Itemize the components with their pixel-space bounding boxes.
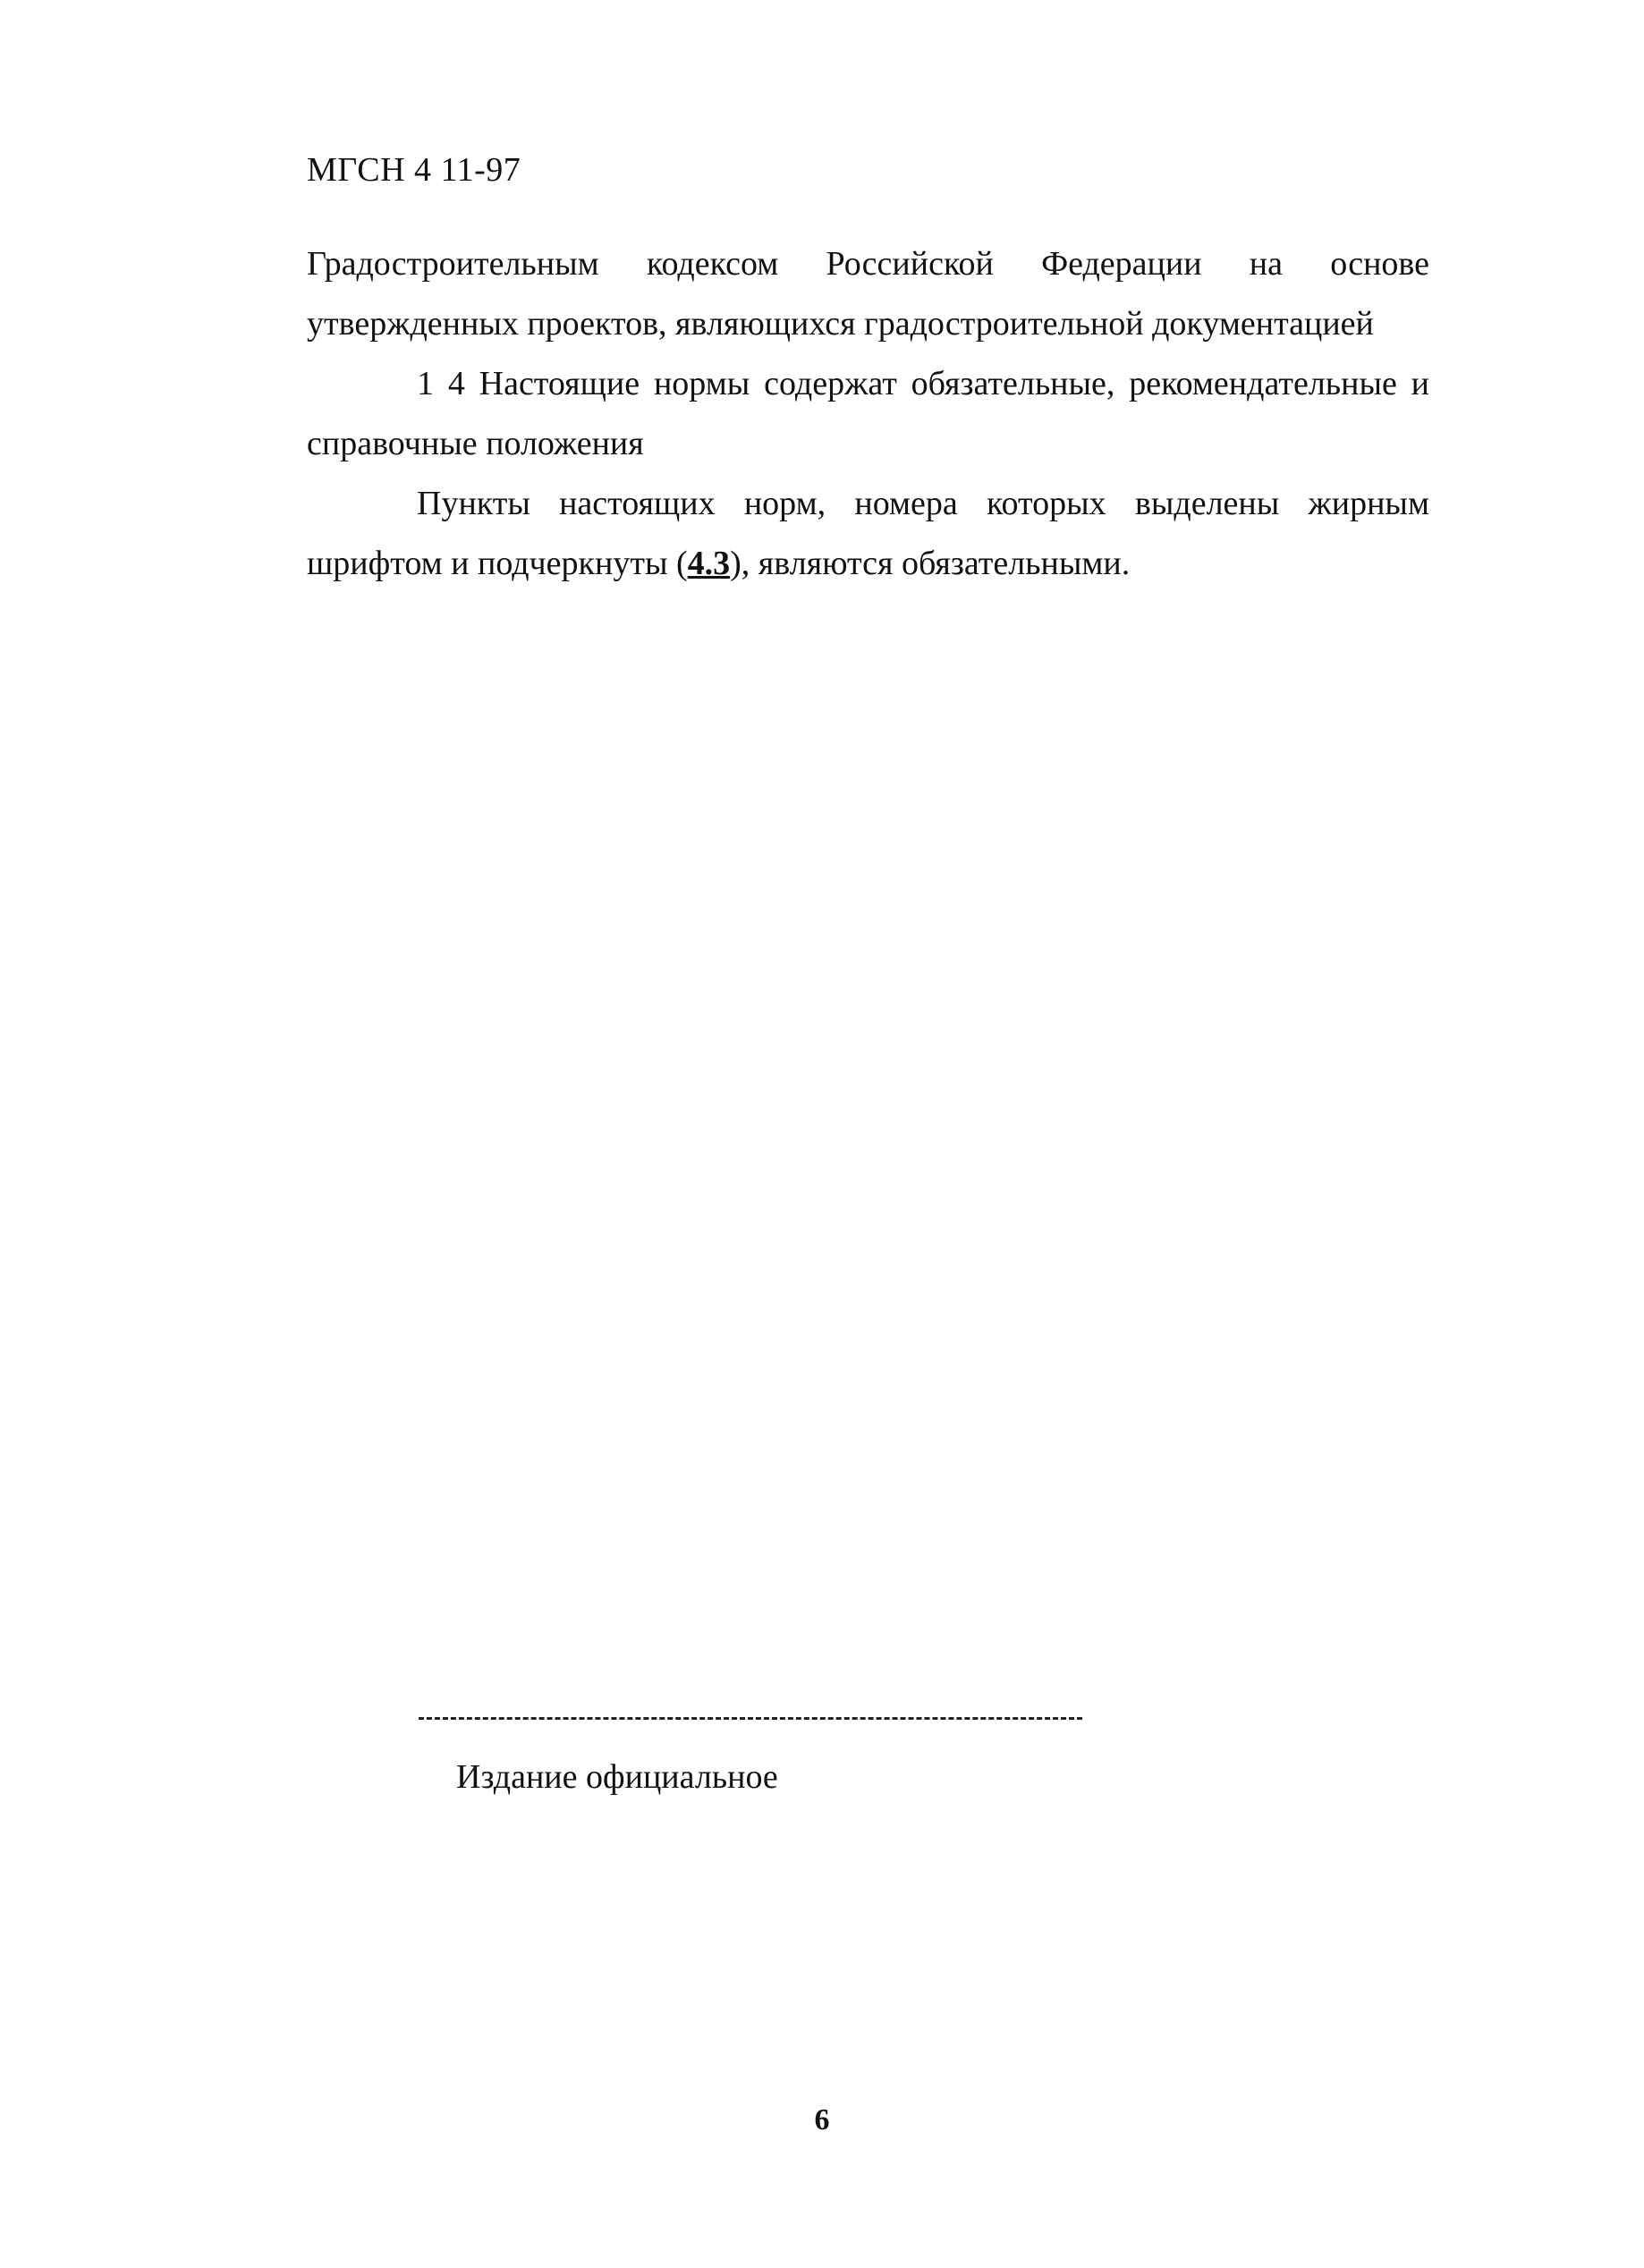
page-number: 6	[814, 2103, 830, 2137]
bold-underlined-clause-number: 4.3	[687, 545, 731, 582]
note-text-before: шрифтом и подчеркнуты (	[307, 545, 688, 582]
note-text-after: ), являются обязательными.	[730, 545, 1131, 582]
document-code: МГСН 4 11-97	[307, 151, 521, 189]
paragraph-1-line-2: утвержденных проектов, являющихся градостроительной документацией	[307, 305, 1374, 343]
paragraph-1-4	[307, 354, 1429, 474]
paragraph-1-line-1: Градостроительным кодексом Российской Федерации на основе	[307, 245, 1429, 283]
paragraph-mandatory-note-line-2	[307, 534, 1429, 594]
paragraph-mandatory-note	[307, 474, 1429, 594]
paragraph-1	[307, 234, 1429, 354]
footnote-divider	[419, 1717, 1082, 1720]
official-edition-note: Издание официальное	[456, 1758, 778, 1796]
paragraph-mandatory-note-line-1: Пункты настоящих норм, номера которых выделены жирным	[417, 485, 1429, 522]
paragraph-1-4-line-1: 1 4 Настоящие нормы содержат обязательные, рекомендательные и	[417, 365, 1429, 402]
paragraph-1-4-line-2: справочные положения	[307, 425, 644, 462]
